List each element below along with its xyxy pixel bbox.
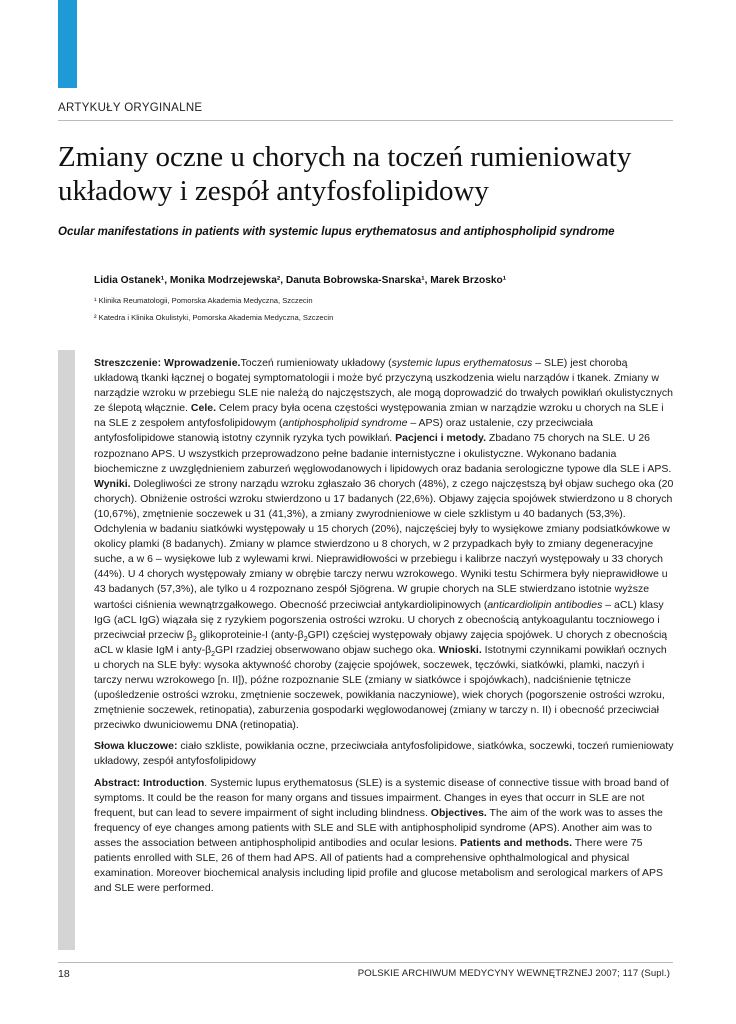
abstract-pl <box>94 356 674 733</box>
aim-text: Celem pracy była ocena częstości występowania zmian w narządzie wzroku u chorych na SLE i na SLE z zespołem antyfosfolipidowym ( <box>94 402 664 430</box>
keywords-label: Słowa kluczowe: <box>94 740 178 753</box>
intro-text: Toczeń rumieniowaty układowy ( <box>240 357 392 369</box>
affiliation-1: ¹ Klinika Reumatologii, Pomorska Akademia Medyczna, Szczecin <box>94 296 313 305</box>
objectives-text: The aim of the work was to asses the frequency of eye changes among patients with SLE and SLE with antiphospholipid syndrome (APS). Another aim was to asses the association between antiphospholipid antibodies and ocular lesions. <box>94 806 663 849</box>
abstract-en-label: Abstract: <box>94 776 141 789</box>
english-title: Ocular manifestations in patients with systemic lupus erythematosus and antiphospholipid syndrome <box>58 226 615 238</box>
introduction-text: . Systemic lupus erythematosus (SLE) is a systemic disease of connective tissue with broad band of symptoms. It could be the reason for many organs and tissues impairment. Changes in eyes that occurr in SLE are not frequent, but can lead to severe impairment of sight including blindness. <box>94 776 669 819</box>
authors: Lidia Ostanek¹, Monika Modrzejewska², Danuta Bobrowska-Snarska¹, Marek Brzosko¹ <box>94 275 507 286</box>
results-rest-2: glikoproteinie-I (anty-β <box>196 628 304 641</box>
subscript-2: 2 <box>192 635 197 643</box>
conclusions-text: Istotnymi czynnikami powikłań ocznych u chorych na SLE były: wysoka aktywność choroby (zajęcie spojówek, soczewek, tęczówki, siatkówki, plamki, naczyń i tarczy nerwu wzrokowego [n. II]), późne rozpoznanie SLE (zmiany w siatkówce i spojówkach), nadciśnienie tętnicze (upośledzenie ostrości wzroku, zmętnienie soczewek, powikłania naczyniowe), wiek chorych (pogorszenie ostrości wzroku, zmętnienie soczewek, retinopatia), zaburzenia gospodarki węglowodanowej (zmiany w tarczy n. II) i obecność przeciwciał przeciwko dwuniciowemu DNA (retinopatia). <box>94 643 667 732</box>
results-label: Wyniki. <box>94 477 131 490</box>
aim-label: Cele. <box>190 402 216 415</box>
subscript-2: 2 <box>211 650 216 658</box>
top-divider <box>58 120 673 121</box>
keywords <box>94 739 674 769</box>
article-title <box>58 140 678 208</box>
methods-label: Pacjenci i metody. <box>395 432 486 445</box>
introduction-label: Introduction <box>143 776 205 789</box>
results-text: Dolegliwości ze strony narządu wzroku zgłaszało 36 chorych (48%), z czego najczęstszą był objaw suchego oka (20 chorych). Obniżenie ostrości wzroku stwierdzono u 17 badanych (22,6%). Objawy zajęcia spojówek stwierdzono u 8 chorych (10,67%), zmętnienie soczewek u 31 (41,3%), a zmiany zwyrodnieniowe w ciele szklistym u 40 badanych (53,3%). Odchylenia w badaniu siatkówki występowały u 15 chorych (20%), najczęściej były to wysiękowe zmiany podsiatkówkowe w okolicy plamki (8 badanych). Zmiany w plamce stwierdzono u 8 chorych, w 2 przypadkach były to zmiany degeneracyjne suche, a w 6 – wysiękowe lub z wylewami krwi. Nieprawidłowości w przebiegu i kalibrze naczyń występowały u 33 chorych (44%). U 4 chorych występowały zmiany w obrębie tarczy nerwu wzrokowego. Wyniki testu Schirmera były nieprawidłowe u 43 badanych (57,3%), ale tylko u 4 rozpoznano zespół Sjögrena. W grupie chorych na SLE stwierdzano istotnie wyższe wartości ciśnienia wewnątrzgałkowego. Obecność przeciwciał antykardiolipinowych ( <box>94 477 674 611</box>
subscript-2: 2 <box>303 635 308 643</box>
affiliation-2: ² Katedra i Klinika Okulistyki, Pomorska Akademia Medyczna, Szczecin <box>94 313 334 322</box>
abstract-label: Streszczenie: <box>94 357 162 369</box>
patients-methods-text: There were 75 patients enrolled with SLE, 26 of them had APS. All of patients had a comprehensive ophthalmological and physical examination. Moreover biochemical analysis including lipid profile and glucose metabolism and serological markers of APS and SLE were performed. <box>94 836 664 895</box>
title-line-1: Zmiany oczne u chorych na toczeń rumieniowaty <box>58 141 632 173</box>
title-line-2: układowy i zespół antyfosfolipidowy <box>58 175 489 207</box>
accent-bar <box>58 0 77 88</box>
aim-rest: – APS) oraz ustalenie, czy przeciwciała antyfosfolipidowe stanowią istotny czynnik ryzyka tych powikłań. <box>94 417 594 445</box>
objectives-label: Objectives. <box>430 806 487 819</box>
patients-methods-label: Patients and methods. <box>460 836 573 849</box>
results-rest-1: – aCL) klasy IgG (aCL IgG) wiązała się z ryzykiem pogorszenia ostrości wzroku. U chorych z obecnością antykoagulantu toczniowego i przeciwciał przeciw β <box>94 598 664 641</box>
intro-term: systemic lupus erythematosus <box>391 357 533 369</box>
bottom-divider <box>58 962 673 963</box>
section-label: ARTYKUŁY ORYGINALNE <box>58 102 203 114</box>
keywords-text: ciało szkliste, powikłania oczne, przeciwciała antyfosfolipidowe, siatkówka, soczewki, toczeń rumieniowaty układowy, zespół antyfosfolipidowy <box>94 740 674 768</box>
abstract-body <box>94 356 674 902</box>
results-rest-3: GPI) częściej występowały objawy zajęcia spojówek. U chorych z obecnością aCL w klasie IgM i anty-β <box>94 628 668 656</box>
results-term: anticardiolipin antibodies <box>487 598 603 611</box>
abstract-en <box>94 776 674 897</box>
aim-term: antiphospholipid syndrome <box>282 417 408 430</box>
intro-rest: – SLE) jest chorobą układową tkanki łącznej o bogatej symptomatologii i może być przyczyną uszkodzenia wielu narządów i tkanek. Zmiany w narządzie wzroku w przebiegu SLE nie należą do najczęstszych, ale mogą doprowadzić do trwałych powikłań okulistycznych ze ślepotą włącznie. <box>94 357 673 415</box>
results-rest-4: GPI rzadziej obserwowano objaw suchego oka. <box>215 643 436 656</box>
abstract-side-bar <box>58 350 75 950</box>
conclusions-label: Wnioski. <box>438 643 482 656</box>
intro-label: Wprowadzenie. <box>164 357 241 369</box>
methods-text: Zbadano 75 chorych na SLE. U 26 rozpoznano APS. U wszystkich przeprowadzono pełne badanie internistyczne i okulistyczne. Wykonano badania biochemiczne z uwzględnieniem zaburzeń węglowodanowych i lipidowych oraz badania serologiczne typowe dla SLE i APS. <box>94 432 672 475</box>
journal-reference: POLSKIE ARCHIWUM MEDYCYNY WEWNĘTRZNEJ 2007; 117 (Supl.) <box>357 968 670 979</box>
page-number: 18 <box>58 968 70 980</box>
